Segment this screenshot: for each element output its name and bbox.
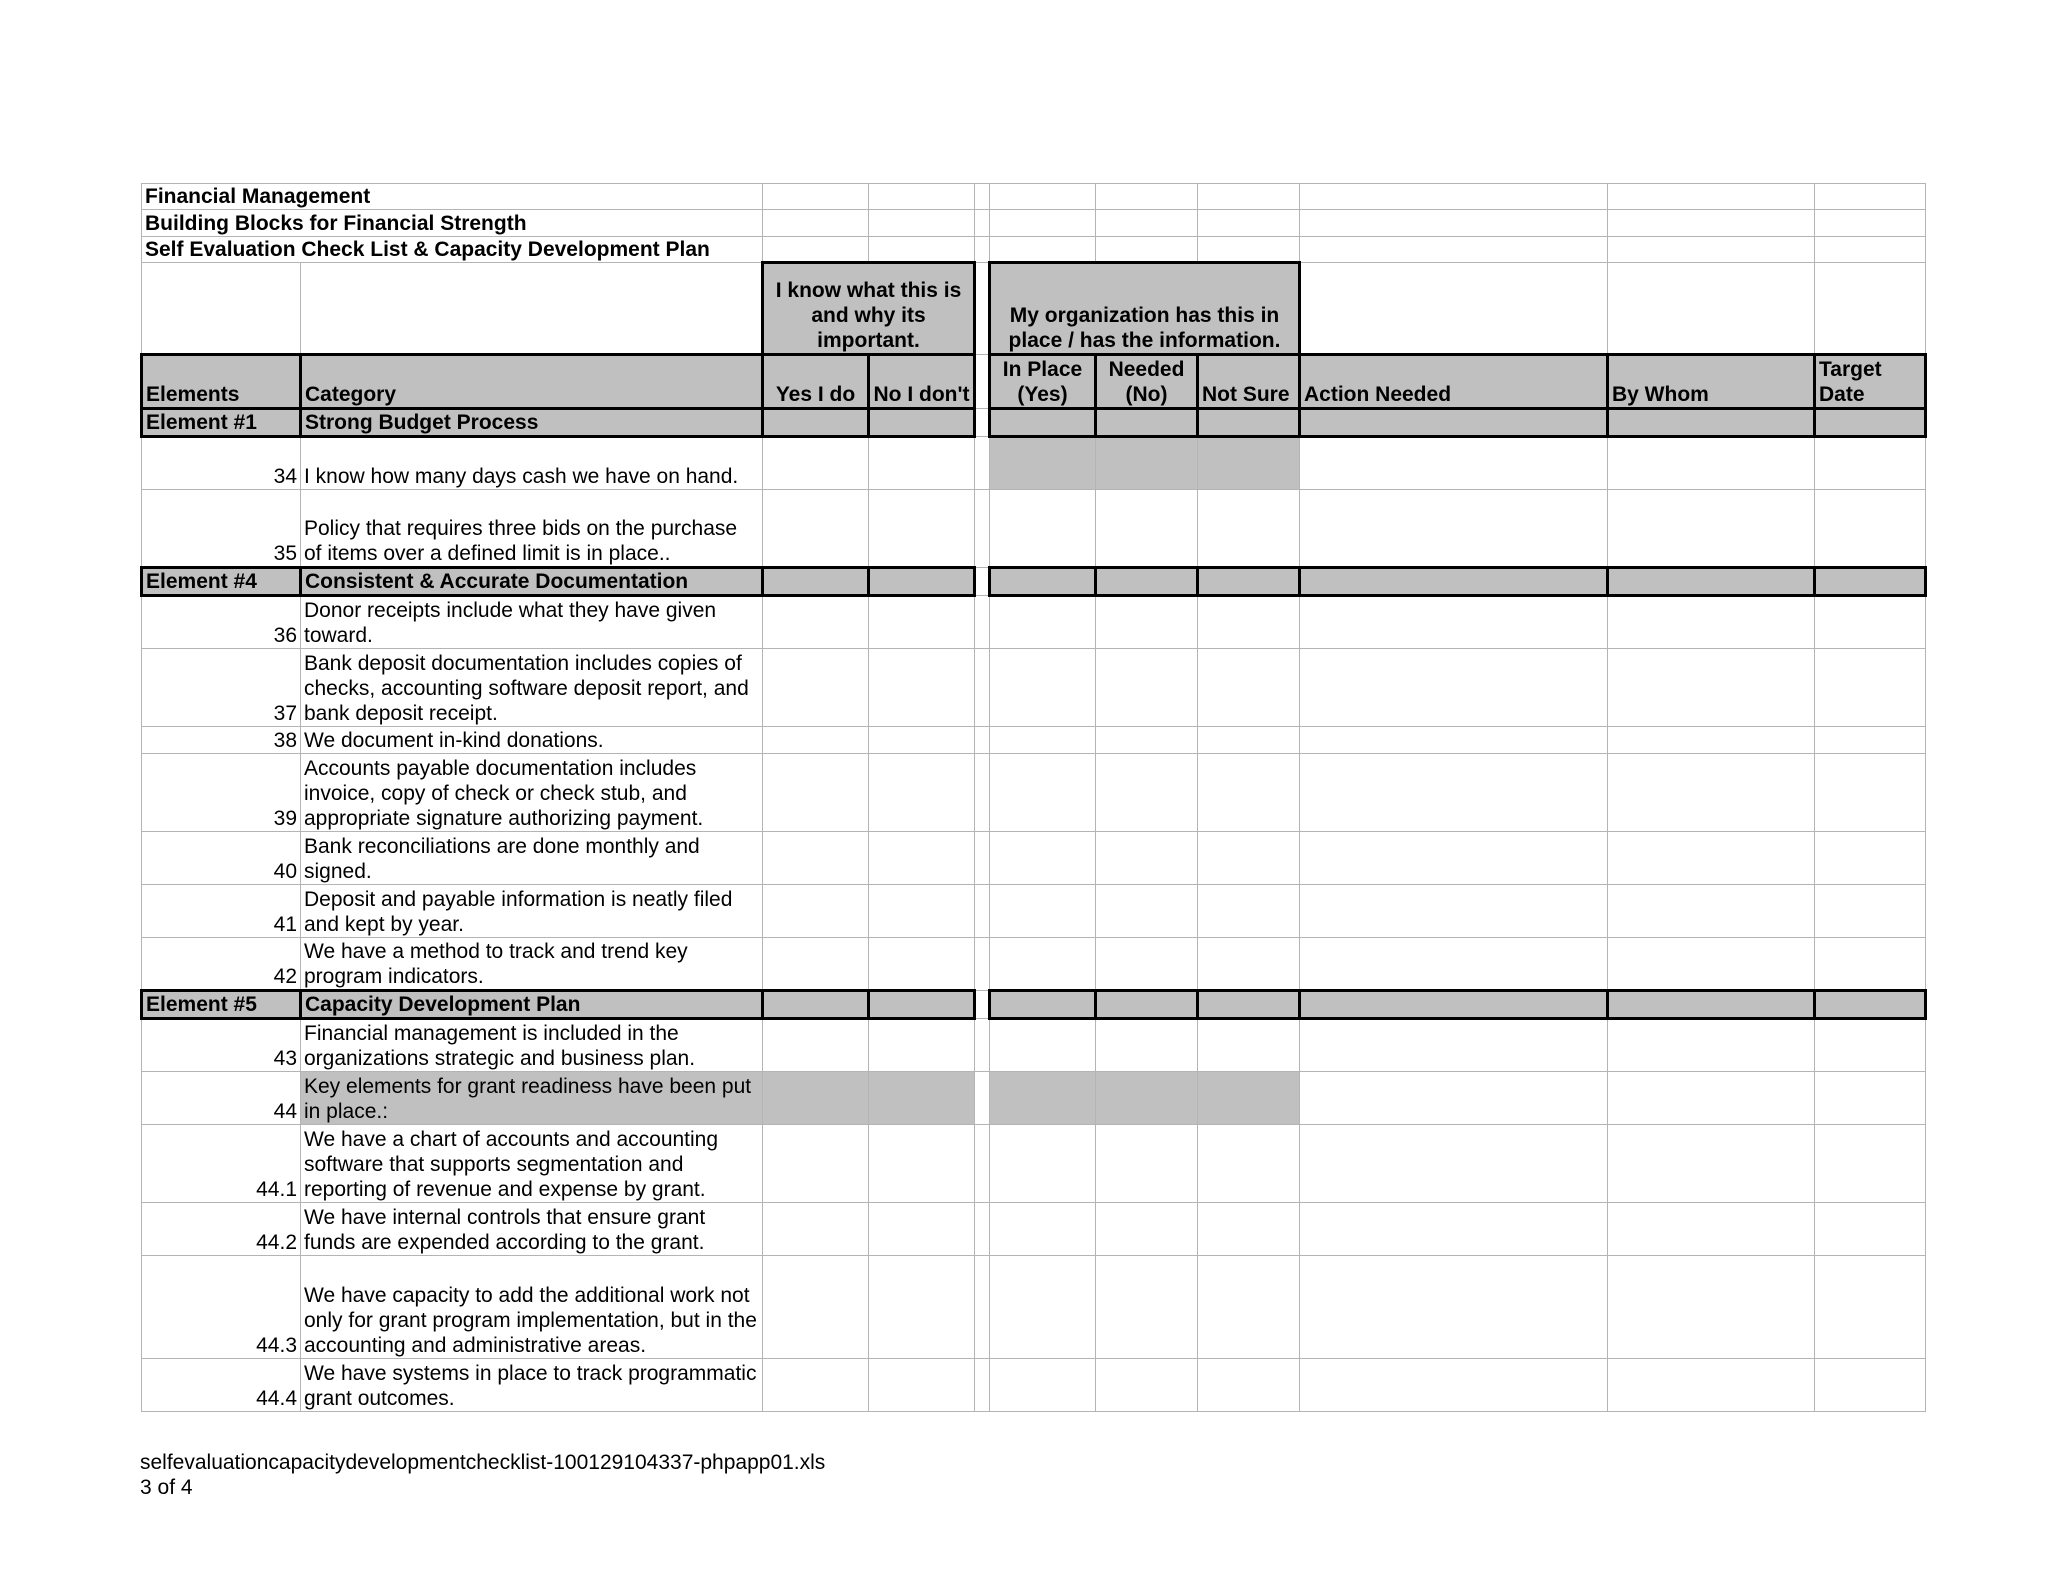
table-row: [142, 754, 1926, 832]
section-element: Element #5: [142, 991, 301, 1019]
table-row: [142, 490, 1926, 568]
col-by-whom: By Whom: [1608, 355, 1815, 409]
section-category: Strong Budget Process: [301, 409, 763, 437]
table-row: [142, 1072, 1926, 1125]
col-not-sure: Not Sure: [1198, 355, 1300, 409]
yes-cell[interactable]: [763, 437, 869, 490]
needed-cell[interactable]: [1096, 437, 1198, 490]
subtitle-row: [142, 210, 1926, 237]
group-header-know: I know what this is and why its important.: [763, 263, 975, 355]
col-no: No I don't: [869, 355, 975, 409]
item-text: Key elements for grant readiness have been put in place.:: [301, 1072, 763, 1125]
item-text: We document in-kind donations.: [301, 727, 763, 754]
footer-page-number: 3 of 4: [140, 1476, 193, 1499]
col-category: Category: [301, 355, 763, 409]
item-number: 43: [142, 1019, 301, 1072]
item-number: 42: [142, 938, 301, 991]
item-text: I know how many days cash we have on hand.: [301, 437, 763, 490]
table-row: [142, 832, 1926, 885]
checklist-sheet: [140, 183, 1927, 1412]
table-row: [142, 1203, 1926, 1256]
table-row: [142, 1019, 1926, 1072]
item-number: 44.4: [142, 1359, 301, 1412]
item-text: We have capacity to add the additional work not only for grant program implementation, but in the accounting and administrative areas.: [301, 1256, 763, 1359]
item-number: 39: [142, 754, 301, 832]
item-text: Bank reconciliations are done monthly and signed.: [301, 832, 763, 885]
table-row: [142, 649, 1926, 727]
sheet-subtitle: Building Blocks for Financial Strength: [142, 210, 763, 237]
group-header-row: [142, 263, 1926, 355]
title-row: [142, 184, 1926, 210]
item-text: Accounts payable documentation includes invoice, copy of check or check stub, and appropriate signature authorizing payment.: [301, 754, 763, 832]
item-number: 44.3: [142, 1256, 301, 1359]
table-row: [142, 1125, 1926, 1203]
sheet-title: Financial Management: [142, 184, 763, 210]
section-element: Element #1: [142, 409, 301, 437]
table-row: [142, 885, 1926, 938]
item-text: Donor receipts include what they have given toward.: [301, 596, 763, 649]
item-number: 40: [142, 832, 301, 885]
item-text: Policy that requires three bids on the purchase of items over a defined limit is in place..: [301, 490, 763, 568]
col-in-place: In Place (Yes): [990, 355, 1096, 409]
item-number: 38: [142, 727, 301, 754]
item-number: 37: [142, 649, 301, 727]
section-category: Consistent & Accurate Documentation: [301, 568, 763, 596]
section-row-element-4: [142, 568, 1926, 596]
page-footer: [140, 1450, 825, 1500]
col-action-needed: Action Needed: [1300, 355, 1608, 409]
col-elements: Elements: [142, 355, 301, 409]
item-number: 44: [142, 1072, 301, 1125]
item-text: We have systems in place to track programmatic grant outcomes.: [301, 1359, 763, 1412]
item-text: Deposit and payable information is neatly filed and kept by year.: [301, 885, 763, 938]
section-category: Capacity Development Plan: [301, 991, 763, 1019]
target-cell[interactable]: [1815, 437, 1926, 490]
table-row: [142, 596, 1926, 649]
item-text: Bank deposit documentation includes copies of checks, accounting software deposit report, and bank deposit receipt.: [301, 649, 763, 727]
item-text: We have a method to track and trend key program indicators.: [301, 938, 763, 991]
item-text: We have a chart of accounts and accounting software that supports segmentation and reporting of revenue and expense by grant.: [301, 1125, 763, 1203]
section-element: Element #4: [142, 568, 301, 596]
sheet-subtitle-2: Self Evaluation Check List & Capacity Development Plan: [142, 237, 763, 263]
not-sure-cell[interactable]: [1198, 437, 1300, 490]
section-row-element-1: [142, 409, 1926, 437]
section-row-element-5: [142, 991, 1926, 1019]
col-needed: Needed (No): [1096, 355, 1198, 409]
action-cell[interactable]: [1300, 437, 1608, 490]
item-number: 36: [142, 596, 301, 649]
item-text: Financial management is included in the organizations strategic and business plan.: [301, 1019, 763, 1072]
item-number: 34: [142, 437, 301, 490]
col-yes: Yes I do: [763, 355, 869, 409]
item-number: 44.2: [142, 1203, 301, 1256]
item-number: 44.1: [142, 1125, 301, 1203]
column-header-row: [142, 355, 1926, 409]
item-number: 41: [142, 885, 301, 938]
no-cell[interactable]: [869, 437, 975, 490]
item-text: We have internal controls that ensure grant funds are expended according to the grant.: [301, 1203, 763, 1256]
table-row: [142, 938, 1926, 991]
in-place-cell[interactable]: [990, 437, 1096, 490]
table-row: [142, 1359, 1926, 1412]
subtitle-row-2: [142, 237, 1926, 263]
table-row: [142, 1256, 1926, 1359]
whom-cell[interactable]: [1608, 437, 1815, 490]
table-row: [142, 437, 1926, 490]
group-header-org: My organization has this in place / has the information.: [990, 263, 1300, 355]
table-row: [142, 727, 1926, 754]
item-number: 35: [142, 490, 301, 568]
footer-filename: selfevaluationcapacitydevelopmentchecklist-100129104337-phpapp01.xls: [140, 1451, 826, 1474]
col-target-date: Target Date: [1815, 355, 1926, 409]
